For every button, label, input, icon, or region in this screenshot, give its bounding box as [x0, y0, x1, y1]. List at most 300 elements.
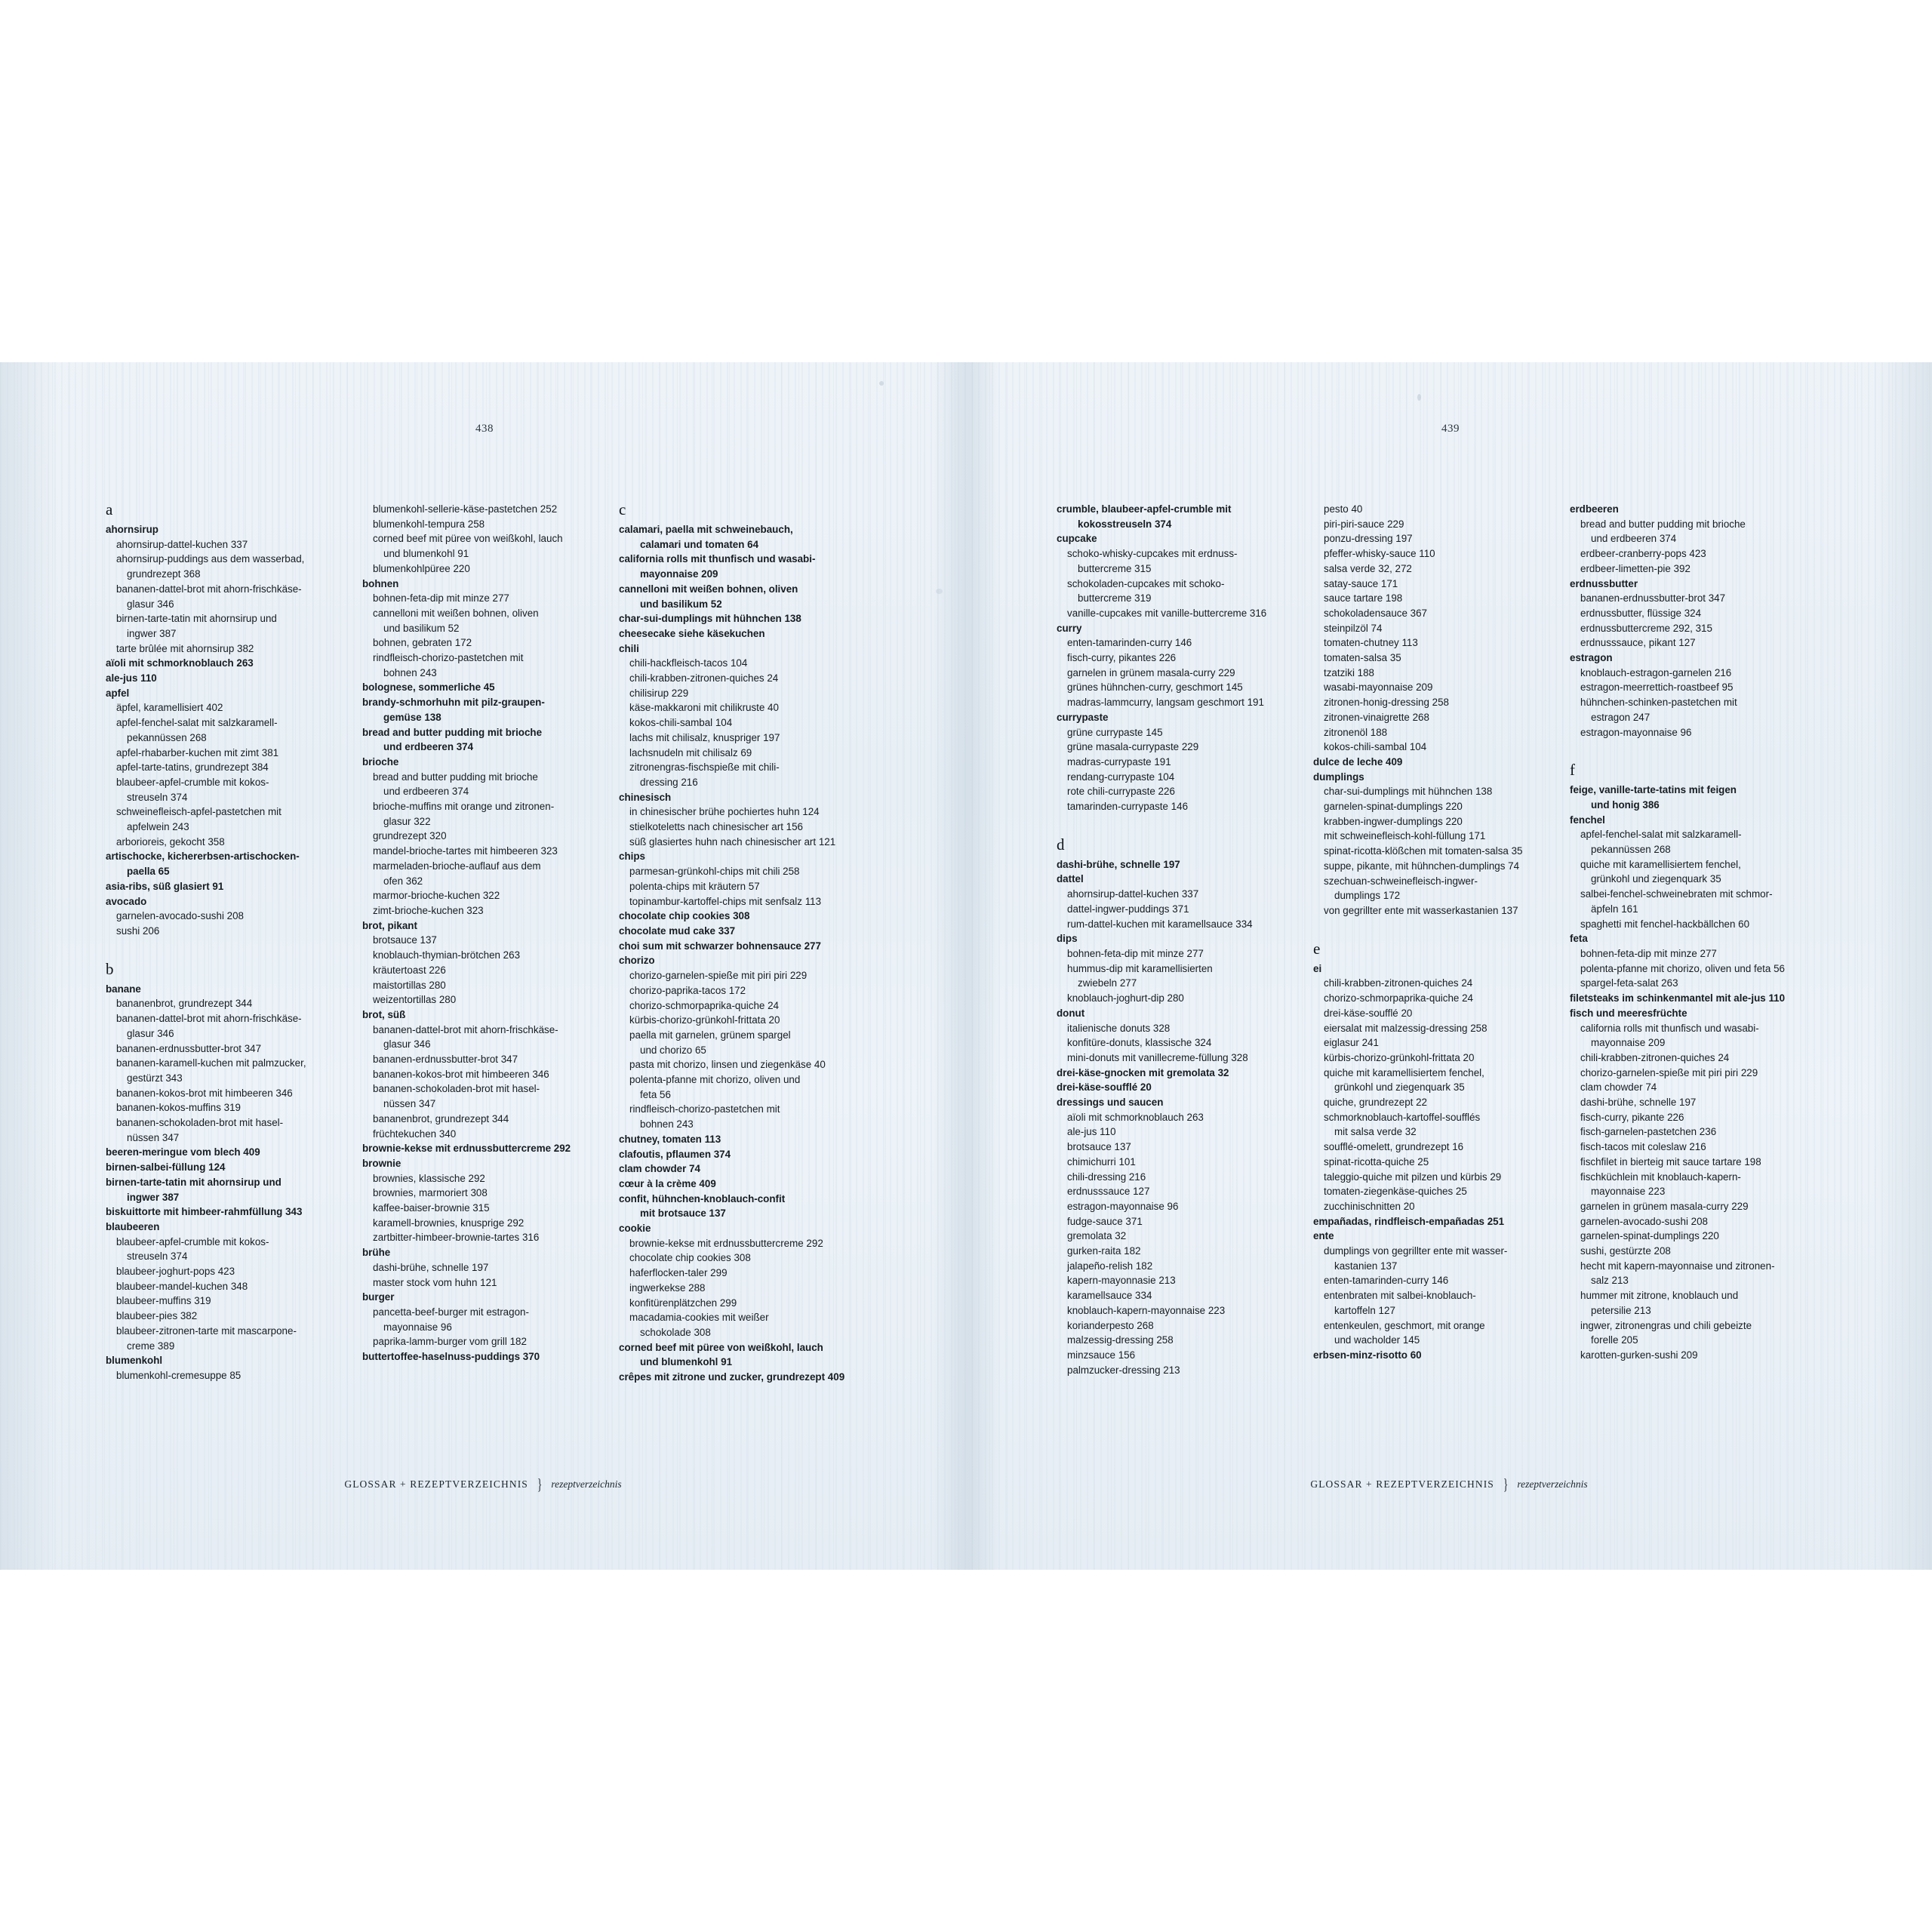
- index-entry[interactable]: clam chowder 74: [1580, 1081, 1657, 1094]
- index-entry[interactable]: quiche mit karamellisiertem fenchel,: [1324, 1066, 1484, 1078]
- index-entry[interactable]: pancetta-beef-burger mit estragon-: [373, 1306, 529, 1318]
- index-entry[interactable]: bananen-schokoladen-brot mit hasel-: [116, 1117, 284, 1129]
- index-entry[interactable]: polenta-pfanne mit chorizo, oliven und feta 56: [1580, 962, 1785, 974]
- index-entry[interactable]: fudge-sauce 371: [1067, 1215, 1143, 1227]
- index-entry[interactable]: brownie-kekse mit erdnussbuttercreme 292: [629, 1237, 823, 1249]
- index-entry[interactable]: erdnusssauce 127: [1067, 1186, 1150, 1198]
- index-entry[interactable]: spinat-ricotta-klößchen mit tomaten-salsa 35: [1324, 845, 1523, 857]
- page-right: [966, 362, 1932, 1570]
- index-entry[interactable]: curry: [1057, 622, 1082, 634]
- index-entry[interactable]: fisch-curry, pikante 226: [1580, 1111, 1684, 1123]
- index-entry[interactable]: chimichurri 101: [1067, 1155, 1136, 1168]
- index-entry[interactable]: eiersalat mit malzessig-dressing 258: [1324, 1022, 1487, 1034]
- index-entry[interactable]: paprika-lamm-burger vom grill 182: [373, 1336, 527, 1348]
- index-entry[interactable]: jalapeño-relish 182: [1067, 1260, 1153, 1272]
- index-entry[interactable]: tomaten-ziegenkäse-quiches 25: [1324, 1186, 1467, 1198]
- index-entry[interactable]: quiche mit karamellisiertem fenchel,: [1580, 858, 1741, 870]
- index-entry[interactable]: brotsauce 137: [1067, 1141, 1131, 1153]
- index-entry[interactable]: brownie-kekse mit erdnussbuttercreme 292: [362, 1143, 571, 1155]
- index-entry[interactable]: blaubeer-mandel-kuchen 348: [116, 1280, 248, 1292]
- index-entry[interactable]: zartbitter-himbeer-brownie-tartes 316: [373, 1232, 540, 1244]
- index-entry[interactable]: rindfleisch-chorizo-pastetchen mit: [629, 1103, 780, 1115]
- index-entry[interactable]: schoko-whisky-cupcakes mit erdnuss-: [1067, 548, 1238, 560]
- index-entry[interactable]: blumenkohl-tempura 258: [373, 518, 485, 530]
- index-entry[interactable]: bananen-schokoladen-brot mit hasel-: [373, 1083, 540, 1095]
- index-entry[interactable]: grundrezept 320: [373, 830, 447, 842]
- index-entry[interactable]: zitronenöl 188: [1324, 726, 1388, 738]
- index-entry[interactable]: cœur à la crème 409: [619, 1177, 716, 1189]
- index-entry[interactable]: erbsen-minz-risotto 60: [1313, 1349, 1422, 1361]
- index-entry[interactable]: blaubeer-zitronen-tarte mit mascarpone-: [116, 1324, 297, 1337]
- index-entry[interactable]: erdnussbutter: [1570, 577, 1638, 589]
- index-entry[interactable]: dattel: [1057, 873, 1084, 885]
- index-entry[interactable]: bohnen-feta-dip mit minze 277: [1067, 947, 1204, 959]
- index-entry[interactable]: ingwer, zitronengras und chili gebeizte: [1580, 1319, 1752, 1331]
- letter-heading: f: [1570, 761, 1575, 780]
- index-entry[interactable]: haferflocken-taler 299: [629, 1267, 728, 1279]
- index-entry[interactable]: sushi 206: [116, 924, 160, 937]
- index-entry-cont: calamari und tomaten 64: [640, 538, 759, 550]
- index-entry[interactable]: cupcake: [1057, 533, 1097, 545]
- index-entry-cont: grünkohl und ziegenquark 35: [1334, 1081, 1465, 1094]
- index-entry[interactable]: erdbeeren: [1570, 503, 1619, 515]
- index-entry[interactable]: weizentortillas 280: [373, 994, 457, 1006]
- index-entry[interactable]: chili-krabben-zitronen-quiches 24: [1324, 977, 1473, 989]
- index-entry[interactable]: apfel-fenchel-salat mit salzkaramell-: [1580, 829, 1742, 841]
- index-entry[interactable]: sushi, gestürzte 208: [1580, 1245, 1671, 1257]
- index-entry[interactable]: master stock vom huhn 121: [373, 1276, 497, 1288]
- index-entry[interactable]: bread and butter pudding mit brioche: [373, 771, 538, 783]
- footer-brace: }: [1503, 1475, 1509, 1494]
- index-entry[interactable]: calamari, paella mit schweinebauch,: [619, 524, 793, 535]
- index-entry[interactable]: tamarinden-currypaste 146: [1067, 801, 1189, 813]
- index-entry[interactable]: chutney, tomaten 113: [619, 1133, 721, 1145]
- footer-page-label: rezeptverzeichnis: [1517, 1478, 1588, 1490]
- entry-group: [106, 982, 346, 1383]
- index-entry[interactable]: char-sui-dumplings mit hühnchen 138: [1324, 786, 1493, 798]
- index-entry[interactable]: chips: [619, 851, 645, 863]
- index-entry[interactable]: estragon-mayonnaise 96: [1067, 1200, 1179, 1212]
- index-entry[interactable]: vanille-cupcakes mit vanille-buttercreme 316: [1067, 607, 1267, 619]
- index-entry[interactable]: palmzucker-dressing 213: [1067, 1364, 1180, 1376]
- index-entry[interactable]: rendang-currypaste 104: [1067, 771, 1175, 783]
- index-entry[interactable]: kräutertoast 226: [373, 964, 446, 976]
- index-entry[interactable]: erdnussbuttercreme 292, 315: [1580, 622, 1712, 634]
- index-entry[interactable]: knoblauch-estragon-garnelen 216: [1580, 666, 1732, 678]
- index-entry[interactable]: bananenbrot, grundrezept 344: [116, 998, 253, 1010]
- index-entry[interactable]: süß glasiertes huhn nach chinesischer art 121: [629, 835, 836, 848]
- index-entry[interactable]: tomaten-chutney 113: [1324, 637, 1418, 649]
- index-entry[interactable]: mini-donuts mit vanillecreme-füllung 328: [1067, 1051, 1248, 1063]
- index-entry[interactable]: beeren-meringue vom blech 409: [106, 1146, 260, 1158]
- index-entry[interactable]: zitronengras-fischspieße mit chili-: [629, 761, 780, 774]
- index-entry[interactable]: brownies, klassische 292: [373, 1172, 485, 1184]
- index-entry[interactable]: corned beef mit püree von weißkohl, lauch: [619, 1341, 823, 1353]
- index-entry[interactable]: satay-sauce 171: [1324, 577, 1398, 589]
- index-entry[interactable]: choi sum mit schwarzer bohnensauce 277: [619, 940, 821, 952]
- index-entry[interactable]: hummus-dip mit karamellisierten: [1067, 962, 1213, 974]
- index-entry[interactable]: hummer mit zitrone, knoblauch und: [1580, 1290, 1739, 1302]
- index-entry[interactable]: ahornsirup-dattel-kuchen 337: [116, 538, 248, 550]
- index-entry[interactable]: fisch-curry, pikantes 226: [1067, 652, 1177, 664]
- index-entry[interactable]: burger: [362, 1291, 395, 1303]
- index-entry[interactable]: von gegrillter ente mit wasserkastanien 137: [1324, 904, 1518, 916]
- index-entry-cont: und honig 386: [1591, 798, 1660, 811]
- index-entry[interactable]: tarte brûlée mit ahornsirup 382: [116, 642, 254, 654]
- index-entry[interactable]: chilisirup 229: [629, 687, 689, 699]
- index-entry[interactable]: kokos-chili-sambal 104: [1324, 741, 1427, 753]
- index-entry-cont: und erdbeeren 374: [383, 786, 469, 798]
- index-entry[interactable]: dumplings von gegrillter ente mit wasser-: [1324, 1245, 1508, 1257]
- index-entry[interactable]: knoblauch-kapern-mayonnaise 223: [1067, 1304, 1226, 1316]
- index-entry[interactable]: clam chowder 74: [619, 1163, 700, 1175]
- index-entry[interactable]: aïoli mit schmorknoblauch 263: [1067, 1111, 1204, 1123]
- index-entry[interactable]: ente: [1313, 1230, 1334, 1242]
- index-entry[interactable]: blaubeer-joghurt-pops 423: [116, 1266, 235, 1278]
- index-entry[interactable]: stielkoteletts nach chinesischer art 156: [629, 821, 803, 833]
- index-entry[interactable]: artischocke, kichererbsen-artischocken-: [106, 851, 300, 863]
- index-entry[interactable]: kokos-chili-sambal 104: [629, 717, 733, 729]
- index-entry[interactable]: bohnen: [362, 577, 399, 589]
- index-entry[interactable]: grüne currypaste 145: [1067, 726, 1163, 738]
- index-entry[interactable]: bohnen, gebraten 172: [373, 637, 472, 649]
- index-entry[interactable]: garnelen-spinat-dumplings 220: [1324, 801, 1463, 813]
- index-entry[interactable]: grüne masala-currypaste 229: [1067, 741, 1199, 753]
- index-entry[interactable]: zitronen-vinaigrette 268: [1324, 711, 1429, 723]
- index-entry[interactable]: in chinesischer brühe pochiertes huhn 124: [629, 806, 820, 818]
- index-entry[interactable]: schweinefleisch-apfel-pastetchen mit: [116, 806, 281, 818]
- index-entry[interactable]: brühe: [362, 1247, 391, 1259]
- index-entry[interactable]: apfel-fenchel-salat mit salzkaramell-: [116, 717, 278, 729]
- index-entry[interactable]: fenchel: [1570, 814, 1605, 826]
- index-entry[interactable]: arborioreis, gekocht 358: [116, 835, 225, 848]
- index-entry[interactable]: brioche: [362, 755, 399, 768]
- index-entry[interactable]: estragon-mayonnaise 96: [1580, 726, 1692, 738]
- index-entry[interactable]: italienische donuts 328: [1067, 1022, 1171, 1034]
- index-entry[interactable]: marmor-brioche-kuchen 322: [373, 890, 500, 902]
- index-entry[interactable]: soufflé-omelett, grundrezept 16: [1324, 1141, 1464, 1153]
- index-entry-cont: bohnen 243: [640, 1118, 694, 1131]
- index-entry[interactable]: buttertoffee-haselnuss-puddings 370: [362, 1351, 540, 1363]
- index-entry[interactable]: biskuittorte mit himbeer-rahmfüllung 343: [106, 1206, 303, 1218]
- index-entry[interactable]: chocolate chip cookies 308: [619, 910, 750, 922]
- index-entry[interactable]: mandel-brioche-tartes mit himbeeren 323: [373, 845, 558, 857]
- index-entry[interactable]: brot, pikant: [362, 919, 417, 931]
- index-entry[interactable]: bananen-dattel-brot mit ahorn-frischkäse-: [373, 1023, 558, 1035]
- index-entry[interactable]: feige, vanille-tarte-tatins mit feigen: [1570, 784, 1737, 796]
- index-entry[interactable]: blaubeeren: [106, 1220, 160, 1232]
- index-entry[interactable]: polenta-chips mit kräutern 57: [629, 880, 760, 892]
- index-entry[interactable]: kürbis-chorizo-grünkohl-frittata 20: [1324, 1051, 1475, 1063]
- index-entry[interactable]: topinambur-kartoffel-chips mit senfsalz 113: [629, 895, 822, 907]
- index-entry[interactable]: cannelloni mit weißen bohnen, oliven: [619, 583, 798, 595]
- index-entry[interactable]: chili: [619, 642, 639, 654]
- index-entry[interactable]: bohnen-feta-dip mit minze 277: [373, 592, 509, 605]
- index-entry[interactable]: lachsnudeln mit chilisalz 69: [629, 746, 752, 758]
- index-entry[interactable]: marmeladen-brioche-auflauf aus dem: [373, 860, 541, 872]
- index-entry[interactable]: dashi-brühe, schnelle 197: [1580, 1097, 1697, 1109]
- index-entry[interactable]: wasabi-mayonnaise 209: [1324, 681, 1433, 694]
- index-entry[interactable]: ale-jus 110: [106, 672, 157, 685]
- index-entry[interactable]: erdnussbutter, flüssige 324: [1580, 607, 1702, 619]
- index-entry[interactable]: dulce de leche 409: [1313, 755, 1403, 768]
- index-entry[interactable]: enten-tamarinden-curry 146: [1067, 637, 1192, 649]
- index-entry[interactable]: brot, süß: [362, 1008, 406, 1020]
- index-entry[interactable]: estragon: [1570, 652, 1613, 664]
- index-entry-cont: und chorizo 65: [640, 1044, 706, 1056]
- index-entry[interactable]: brandy-schmorhuhn mit pilz-graupen-: [362, 697, 545, 709]
- index-entry[interactable]: gurken-raita 182: [1067, 1245, 1141, 1257]
- index-entry-cont: mayonnaise 209: [640, 568, 718, 580]
- index-entry[interactable]: lachs mit chilisalz, knuspriger 197: [629, 731, 780, 743]
- index-entry[interactable]: bread and butter pudding mit brioche: [362, 726, 543, 738]
- index-entry[interactable]: bananen-kokos-muffins 319: [116, 1102, 242, 1114]
- index-entry[interactable]: maistortillas 280: [373, 979, 446, 991]
- index-entry[interactable]: bananenbrot, grundrezept 344: [373, 1112, 509, 1124]
- index-entry[interactable]: zitronen-honig-dressing 258: [1324, 697, 1449, 709]
- index-entry[interactable]: fischküchlein mit knoblauch-kapern-: [1580, 1171, 1741, 1183]
- index-entry[interactable]: schmorknoblauch-kartoffel-soufflés: [1324, 1111, 1481, 1123]
- index-entry[interactable]: fisch und meeresfrüchte: [1570, 1007, 1687, 1019]
- index-entry[interactable]: drei-käse-soufflé 20: [1057, 1081, 1152, 1094]
- index-entry[interactable]: ponzu-dressing 197: [1324, 533, 1413, 545]
- index-entry[interactable]: madras-currypaste 191: [1067, 755, 1171, 768]
- index-entry[interactable]: pfeffer-whisky-sauce 110: [1324, 548, 1435, 560]
- index-entry-cont: streuseln 374: [127, 791, 188, 803]
- index-entry[interactable]: erdbeer-limetten-pie 392: [1580, 562, 1690, 574]
- index-entry[interactable]: banane: [106, 983, 141, 995]
- index-entry[interactable]: rum-dattel-kuchen mit karamellsauce 334: [1067, 918, 1253, 930]
- index-entry[interactable]: fisch-tacos mit coleslaw 216: [1580, 1141, 1706, 1153]
- index-entry[interactable]: garnelen in grünem masala-curry 229: [1067, 666, 1235, 678]
- index-entry[interactable]: cannelloni mit weißen bohnen, oliven: [373, 607, 539, 619]
- index-entry[interactable]: birnen-tarte-tatin mit ahornsirup und: [106, 1176, 281, 1188]
- index-entry[interactable]: chorizo-schmorpaprika-quiche 24: [1324, 992, 1473, 1004]
- index-entry[interactable]: filetsteaks im schinkenmantel mit ale-jus 110: [1570, 992, 1786, 1004]
- index-entry[interactable]: blumenkohl-sellerie-käse-pastetchen 252: [373, 503, 558, 515]
- index-entry[interactable]: garnelen-spinat-dumplings 220: [1580, 1230, 1719, 1242]
- index-entry[interactable]: garnelen in grünem masala-curry 229: [1580, 1200, 1749, 1212]
- index-entry[interactable]: donut: [1057, 1007, 1085, 1019]
- index-entry[interactable]: bohnen-feta-dip mit minze 277: [1580, 947, 1717, 959]
- index-entry[interactable]: erdnusssauce, pikant 127: [1580, 637, 1696, 649]
- index-entry[interactable]: corned beef mit püree von weißkohl, lauch: [373, 533, 563, 545]
- index-entry[interactable]: madras-lammcurry, langsam geschmort 191: [1067, 697, 1264, 709]
- index-entry[interactable]: bananen-erdnussbutter-brot 347: [116, 1042, 262, 1054]
- index-entry[interactable]: minzsauce 156: [1067, 1349, 1136, 1361]
- index-entry[interactable]: knoblauch-thymian-brötchen 263: [373, 949, 521, 961]
- index-entry[interactable]: hühnchen-schinken-pastetchen mit: [1580, 697, 1737, 709]
- index-entry[interactable]: suppe, pikante, mit hühnchen-dumplings 74: [1324, 860, 1520, 872]
- index-entry[interactable]: pasta mit chorizo, linsen und ziegenkäse 40: [629, 1059, 826, 1071]
- index-entry[interactable]: blumenkohl-cremesuppe 85: [116, 1369, 242, 1381]
- index-entry[interactable]: salsa verde 32, 272: [1324, 562, 1412, 574]
- index-entry[interactable]: malzessig-dressing 258: [1067, 1334, 1174, 1346]
- page-number-right: 439: [1441, 423, 1460, 435]
- index-entry[interactable]: entenbraten mit salbei-knoblauch-: [1324, 1290, 1476, 1302]
- index-entry[interactable]: pesto 40: [1324, 503, 1363, 515]
- index-entry[interactable]: bananen-erdnussbutter-brot 347: [1580, 592, 1726, 605]
- index-entry[interactable]: garnelen-avocado-sushi 208: [1580, 1215, 1708, 1227]
- index-entry[interactable]: kapern-mayonnasie 213: [1067, 1275, 1176, 1287]
- index-entry[interactable]: gremolata 32: [1067, 1230, 1127, 1242]
- index-entry[interactable]: korianderpesto 268: [1067, 1319, 1154, 1331]
- index-entry[interactable]: estragon-meerrettich-roastbeef 95: [1580, 681, 1734, 694]
- index-entry[interactable]: schokoladen-cupcakes mit schoko-: [1067, 577, 1225, 589]
- index-entry[interactable]: dressings und saucen: [1057, 1097, 1164, 1109]
- index-entry[interactable]: birnen-tarte-tatin mit ahornsirup und: [116, 613, 277, 625]
- index-entry[interactable]: knoblauch-joghurt-dip 280: [1067, 992, 1184, 1004]
- index-entry[interactable]: spargel-feta-salat 263: [1580, 977, 1678, 989]
- index-entry[interactable]: konfitüre-donuts, klassische 324: [1067, 1037, 1212, 1049]
- index-entry[interactable]: brownies, marmoriert 308: [373, 1187, 488, 1199]
- index-entry[interactable]: mit schweinefleisch-kohl-füllung 171: [1324, 830, 1486, 842]
- index-entry[interactable]: apfel-tarte-tatins, grundrezept 384: [116, 761, 269, 774]
- index-entry[interactable]: blaubeer-apfel-crumble mit kokos-: [116, 776, 269, 788]
- index-entry[interactable]: eiglasur 241: [1324, 1037, 1379, 1049]
- index-entry[interactable]: chorizo-garnelen-spieße mit piri piri 229: [629, 970, 808, 982]
- index-entry[interactable]: california rolls mit thunfisch und wasabi-: [1580, 1022, 1759, 1034]
- index-entry[interactable]: chinesisch: [619, 791, 672, 803]
- index-entry[interactable]: früchtekuchen 340: [373, 1128, 457, 1140]
- index-entry[interactable]: apfel: [106, 687, 130, 699]
- index-entry[interactable]: chorizo: [619, 955, 655, 967]
- index-entry[interactable]: chorizo-garnelen-spieße mit piri piri 229: [1580, 1066, 1758, 1078]
- index-entry[interactable]: schokoladensauce 367: [1324, 607, 1427, 619]
- index-entry[interactable]: clafoutis, pflaumen 374: [619, 1148, 731, 1160]
- index-entry[interactable]: äpfel, karamellisiert 402: [116, 702, 223, 714]
- index-entry[interactable]: hecht mit kapern-mayonnaise und zitronen-: [1580, 1260, 1775, 1272]
- index-entry[interactable]: ahornsirup-puddings aus dem wasserbad,: [116, 553, 305, 565]
- index-entry[interactable]: aïoli mit schmorknoblauch 263: [106, 657, 254, 669]
- index-entry[interactable]: brownie: [362, 1157, 401, 1169]
- index-entry[interactable]: paella mit garnelen, grünem spargel: [629, 1029, 791, 1041]
- index-entry[interactable]: chili-krabben-zitronen-quiches 24: [629, 672, 779, 685]
- index-entry[interactable]: asia-ribs, süß glasiert 91: [106, 880, 224, 892]
- index-entry[interactable]: polenta-pfanne mit chorizo, oliven und: [629, 1074, 801, 1086]
- index-entry[interactable]: crumble, blaubeer-apfel-crumble mit: [1057, 503, 1232, 515]
- index-entry[interactable]: piri-piri-sauce 229: [1324, 518, 1404, 530]
- index-entry[interactable]: karotten-gurken-sushi 209: [1580, 1349, 1698, 1361]
- index-entry[interactable]: grünes hühnchen-curry, geschmort 145: [1067, 681, 1243, 694]
- index-entry[interactable]: dips: [1057, 933, 1078, 945]
- index-entry[interactable]: steinpilzöl 74: [1324, 622, 1383, 634]
- index-entry[interactable]: ahornsirup-dattel-kuchen 337: [1067, 888, 1199, 900]
- index-entry[interactable]: chocolate chip cookies 308: [629, 1252, 751, 1264]
- index-entry[interactable]: bananen-dattel-brot mit ahorn-frischkäse-: [116, 1013, 302, 1025]
- index-entry[interactable]: macadamia-cookies mit weißer: [629, 1312, 769, 1324]
- index-entry[interactable]: ahornsirup: [106, 524, 158, 535]
- index-entry[interactable]: bananen-kokos-brot mit himbeeren 346: [116, 1087, 293, 1099]
- index-entry[interactable]: karamell-brownies, knusprige 292: [373, 1217, 525, 1229]
- index-entry[interactable]: feta: [1570, 933, 1588, 945]
- index-entry[interactable]: drei-käse-soufflé 20: [1324, 1007, 1413, 1019]
- index-entry[interactable]: kürbis-chorizo-grünkohl-frittata 20: [629, 1014, 780, 1026]
- index-entry[interactable]: tzatziki 188: [1324, 666, 1374, 678]
- index-entry[interactable]: chocolate mud cake 337: [619, 924, 736, 937]
- index-entry[interactable]: char-sui-dumplings mit hühnchen 138: [619, 613, 801, 625]
- index-entry[interactable]: dattel-ingwer-puddings 371: [1067, 903, 1189, 915]
- index-entry[interactable]: sauce tartare 198: [1324, 592, 1403, 605]
- index-entry[interactable]: käse-makkaroni mit chilikruste 40: [629, 702, 779, 714]
- index-entry[interactable]: dashi-brühe, schnelle 197: [1057, 858, 1180, 870]
- index-entry[interactable]: fisch-garnelen-pastetchen 236: [1580, 1126, 1717, 1138]
- index-entry[interactable]: apfel-rhabarber-kuchen mit zimt 381: [116, 746, 279, 758]
- index-entry[interactable]: enten-tamarinden-curry 146: [1324, 1275, 1449, 1287]
- index-entry[interactable]: bread and butter pudding mit brioche: [1580, 518, 1746, 530]
- index-entry[interactable]: bananen-erdnussbutter-brot 347: [373, 1054, 518, 1066]
- index-entry[interactable]: empañadas, rindfleisch-empañadas 251: [1313, 1215, 1505, 1227]
- index-entry[interactable]: fischfilet in bierteig mit sauce tartare 198: [1580, 1155, 1761, 1168]
- index-entry-cont: nüssen 347: [383, 1098, 436, 1110]
- index-entry[interactable]: spinat-ricotta-quiche 25: [1324, 1155, 1429, 1168]
- index-entry[interactable]: parmesan-grünkohl-chips mit chili 258: [629, 866, 800, 878]
- index-entry[interactable]: ale-jus 110: [1067, 1126, 1116, 1138]
- index-entry[interactable]: ingwerkekse 288: [629, 1281, 706, 1294]
- index-entry[interactable]: chorizo-paprika-tacos 172: [629, 984, 746, 996]
- index-entry[interactable]: brioche-muffins mit orange und zitronen-: [373, 801, 555, 813]
- index-entry[interactable]: dumplings: [1313, 771, 1364, 783]
- index-entry[interactable]: california rolls mit thunfisch und wasabi-: [619, 553, 816, 565]
- index-entry[interactable]: rote chili-currypaste 226: [1067, 786, 1175, 798]
- index-entry[interactable]: zimt-brioche-kuchen 323: [373, 904, 484, 916]
- index-entry[interactable]: chili-hackfleisch-tacos 104: [629, 657, 748, 669]
- index-entry[interactable]: quiche, grundrezept 22: [1324, 1097, 1427, 1109]
- index-entry[interactable]: krabben-ingwer-dumplings 220: [1324, 815, 1463, 827]
- index-entry[interactable]: crêpes mit zitrone und zucker, grundrezept 409: [619, 1371, 845, 1383]
- index-entry[interactable]: chili-dressing 216: [1067, 1171, 1146, 1183]
- index-entry[interactable]: bolognese, sommerliche 45: [362, 681, 495, 694]
- index-entry[interactable]: rindfleisch-chorizo-pastetchen mit: [373, 652, 524, 664]
- index-entry[interactable]: birnen-salbei-füllung 124: [106, 1161, 226, 1174]
- index-entry[interactable]: salbei-fenchel-schweinebraten mit schmor-: [1580, 888, 1773, 900]
- index-entry[interactable]: garnelen-avocado-sushi 208: [116, 910, 244, 922]
- index-entry[interactable]: chili-krabben-zitronen-quiches 24: [1580, 1051, 1730, 1063]
- index-entry[interactable]: zucchinischnitten 20: [1324, 1200, 1415, 1212]
- index-entry[interactable]: spaghetti mit fenchel-hackbällchen 60: [1580, 918, 1750, 930]
- index-entry[interactable]: confit, hühnchen-knoblauch-confit: [619, 1192, 786, 1204]
- index-entry[interactable]: szechuan-schweinefleisch-ingwer-: [1324, 875, 1478, 887]
- index-entry[interactable]: ei: [1313, 962, 1322, 974]
- index-entry[interactable]: bananen-karamell-kuchen mit palmzucker,: [116, 1057, 306, 1069]
- index-entry[interactable]: bananen-dattel-brot mit ahorn-frischkäse-: [116, 583, 302, 595]
- index-entry[interactable]: kaffee-baiser-brownie 315: [373, 1202, 490, 1214]
- index-entry-cont: streuseln 374: [127, 1251, 188, 1263]
- index-entry[interactable]: currypaste: [1057, 711, 1109, 723]
- index-entry[interactable]: blumenkohl: [106, 1355, 163, 1367]
- index-entry[interactable]: entenkeulen, geschmort, mit orange: [1324, 1319, 1485, 1331]
- index-entry[interactable]: blaubeer-pies 382: [116, 1310, 198, 1322]
- index-entry[interactable]: cookie: [619, 1223, 651, 1235]
- index-entry[interactable]: bananen-kokos-brot mit himbeeren 346: [373, 1068, 549, 1080]
- index-entry[interactable]: drei-käse-gnocken mit gremolata 32: [1057, 1066, 1229, 1078]
- index-entry[interactable]: erdbeer-cranberry-pops 423: [1580, 548, 1706, 560]
- index-entry[interactable]: blaubeer-muffins 319: [116, 1295, 211, 1307]
- index-entry[interactable]: cheesecake siehe käsekuchen: [619, 627, 765, 639]
- index-entry[interactable]: blumenkohlpüree 220: [373, 562, 470, 574]
- index-entry[interactable]: konfitürenplätzchen 299: [629, 1297, 737, 1309]
- index-entry[interactable]: avocado: [106, 895, 147, 907]
- index-entry[interactable]: chorizo-schmorpaprika-quiche 24: [629, 999, 779, 1011]
- index-entry[interactable]: karamellsauce 334: [1067, 1290, 1152, 1302]
- index-entry[interactable]: brotsauce 137: [373, 934, 437, 946]
- index-entry-cont: pekannüssen 268: [127, 731, 207, 743]
- index-entry[interactable]: dashi-brühe, schnelle 197: [373, 1261, 489, 1273]
- index-entry[interactable]: tomaten-salsa 35: [1324, 652, 1401, 664]
- index-entry-cont: grünkohl und ziegenquark 35: [1591, 873, 1721, 885]
- index-entry[interactable]: blaubeer-apfel-crumble mit kokos-: [116, 1235, 269, 1247]
- index-entry[interactable]: taleggio-quiche mit pilzen und kürbis 29: [1324, 1171, 1502, 1183]
